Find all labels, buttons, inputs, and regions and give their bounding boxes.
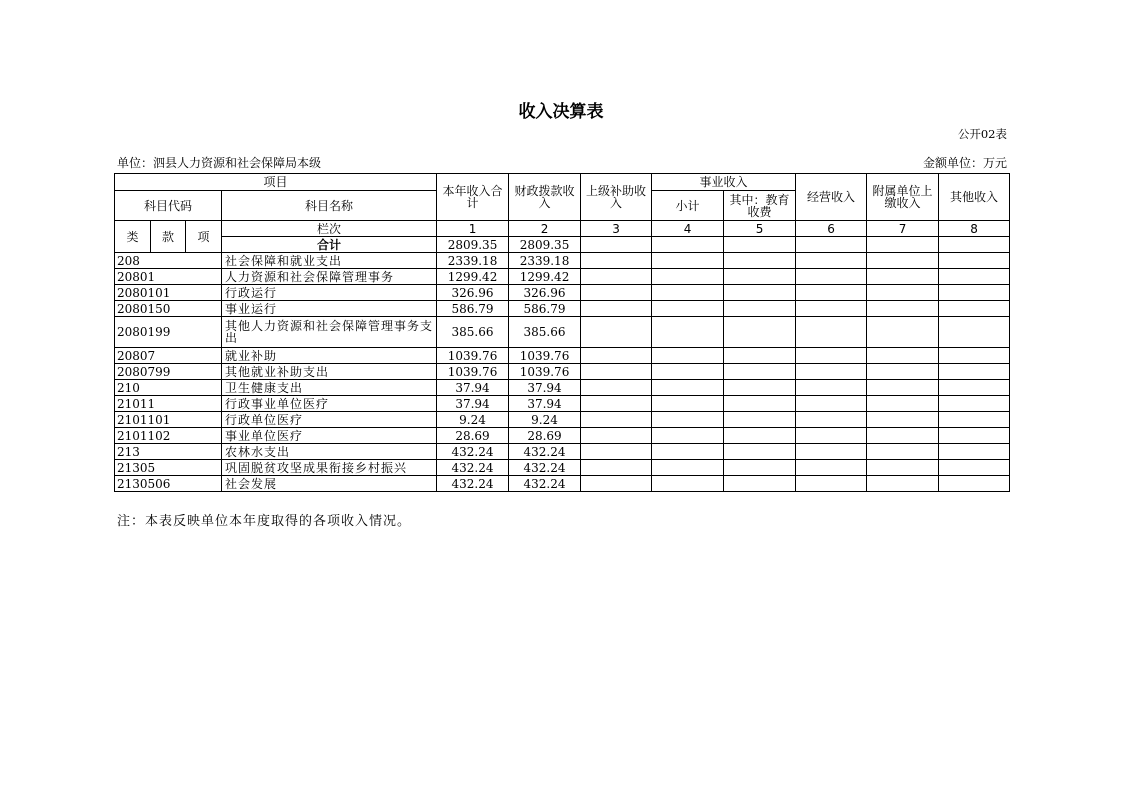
subject-name: 行政运行 (222, 285, 437, 301)
empty-cell (581, 269, 652, 285)
fiscal-appropriation: 9.24 (509, 412, 581, 428)
subject-name: 其他就业补助支出 (222, 364, 437, 380)
empty-cell (724, 348, 796, 364)
empty-cell (724, 237, 796, 253)
page-title: 收入决算表 (518, 102, 604, 122)
table-row (115, 285, 1010, 301)
subject-code: 2130506 (115, 476, 222, 492)
header-xiang: 项 (186, 221, 222, 253)
subject-code: 21011 (115, 396, 222, 412)
empty-cell (652, 428, 724, 444)
income-total: 9.24 (437, 412, 509, 428)
subject-name: 行政单位医疗 (222, 412, 437, 428)
fiscal-appropriation: 37.94 (509, 380, 581, 396)
income-total: 2339.18 (437, 253, 509, 269)
empty-cell (724, 412, 796, 428)
empty-cell (939, 364, 1010, 380)
table-row (115, 301, 1010, 317)
header-lei: 类 (115, 221, 151, 253)
fiscal-appropriation: 385.66 (509, 317, 581, 348)
col-number: 4 (652, 221, 724, 237)
empty-cell (867, 428, 939, 444)
empty-cell (939, 396, 1010, 412)
empty-cell (724, 460, 796, 476)
empty-cell (581, 253, 652, 269)
subject-name: 人力资源和社会保障管理事务 (222, 269, 437, 285)
subject-code: 2101101 (115, 412, 222, 428)
subject-name: 就业补助 (222, 348, 437, 364)
empty-cell (652, 301, 724, 317)
empty-cell (652, 253, 724, 269)
table-row (115, 476, 1010, 492)
subject-code: 20801 (115, 269, 222, 285)
table-row (115, 317, 1010, 348)
subject-name: 事业运行 (222, 301, 437, 317)
subject-code: 2080199 (115, 317, 222, 348)
empty-cell (581, 444, 652, 460)
income-total: 326.96 (437, 285, 509, 301)
empty-cell (652, 444, 724, 460)
empty-cell (724, 301, 796, 317)
empty-cell (867, 269, 939, 285)
empty-cell (796, 428, 867, 444)
empty-cell (867, 285, 939, 301)
empty-cell (796, 253, 867, 269)
table-note: 注：本表反映单位本年度取得的各项收入情况。 (117, 514, 412, 529)
income-total: 432.24 (437, 460, 509, 476)
empty-cell (581, 412, 652, 428)
header-career-edu: 其中：教育收费 (724, 191, 796, 221)
subject-code: 2080150 (115, 301, 222, 317)
empty-cell (796, 396, 867, 412)
fiscal-appropriation: 1299.42 (509, 269, 581, 285)
fiscal-appropriation: 1039.76 (509, 348, 581, 364)
income-table (114, 173, 1010, 492)
header-lanci: 栏次 (222, 221, 437, 237)
fiscal-appropriation: 432.24 (509, 444, 581, 460)
empty-cell (867, 380, 939, 396)
empty-cell (867, 301, 939, 317)
empty-cell (581, 364, 652, 380)
header-career-subtotal: 小计 (652, 191, 724, 221)
empty-cell (939, 460, 1010, 476)
total-row-label: 合计 (222, 237, 437, 253)
subject-name: 事业单位医疗 (222, 428, 437, 444)
table-row (115, 269, 1010, 285)
empty-cell (867, 317, 939, 348)
empty-cell (939, 269, 1010, 285)
empty-cell (652, 348, 724, 364)
empty-cell (796, 301, 867, 317)
reporting-unit: 单位：泗县人力资源和社会保障局本级 (117, 156, 322, 170)
empty-cell (867, 253, 939, 269)
col-number: 3 (581, 221, 652, 237)
empty-cell (652, 269, 724, 285)
subject-code: 2080799 (115, 364, 222, 380)
empty-cell (939, 317, 1010, 348)
empty-cell (796, 285, 867, 301)
subject-name: 社会发展 (222, 476, 437, 492)
form-code: 公开02表 (957, 127, 1007, 141)
total-row-fiscal: 2809.35 (509, 237, 581, 253)
subject-code: 21305 (115, 460, 222, 476)
income-total: 28.69 (437, 428, 509, 444)
income-total: 1299.42 (437, 269, 509, 285)
empty-cell (939, 476, 1010, 492)
empty-cell (867, 476, 939, 492)
table-row (115, 460, 1010, 476)
header-total: 本年收入合计 (437, 174, 509, 221)
col-number: 1 (437, 221, 509, 237)
fiscal-appropriation: 586.79 (509, 301, 581, 317)
empty-cell (652, 317, 724, 348)
empty-cell (939, 253, 1010, 269)
empty-cell (652, 380, 724, 396)
header-business: 经营收入 (796, 174, 867, 221)
empty-cell (939, 301, 1010, 317)
empty-cell (867, 396, 939, 412)
fiscal-appropriation: 432.24 (509, 476, 581, 492)
col-number: 6 (796, 221, 867, 237)
subject-code: 208 (115, 253, 222, 269)
empty-cell (724, 253, 796, 269)
subject-code: 20807 (115, 348, 222, 364)
empty-cell (581, 317, 652, 348)
empty-cell (581, 301, 652, 317)
empty-cell (581, 476, 652, 492)
table-row (115, 348, 1010, 364)
empty-cell (581, 396, 652, 412)
empty-cell (796, 476, 867, 492)
income-total: 432.24 (437, 444, 509, 460)
empty-cell (867, 412, 939, 428)
income-total: 37.94 (437, 380, 509, 396)
empty-cell (652, 285, 724, 301)
empty-cell (581, 380, 652, 396)
subject-name: 巩固脱贫攻坚成果衔接乡村振兴 (222, 460, 437, 476)
empty-cell (939, 348, 1010, 364)
empty-cell (581, 348, 652, 364)
empty-cell (724, 364, 796, 380)
subject-name: 行政事业单位医疗 (222, 396, 437, 412)
empty-cell (724, 285, 796, 301)
empty-cell (867, 364, 939, 380)
empty-cell (724, 396, 796, 412)
header-fiscal: 财政拨款收入 (509, 174, 581, 221)
subject-name: 农林水支出 (222, 444, 437, 460)
subject-name: 社会保障和就业支出 (222, 253, 437, 269)
empty-cell (724, 476, 796, 492)
empty-cell (939, 237, 1010, 253)
empty-cell (652, 364, 724, 380)
subject-name: 其他人力资源和社会保障管理事务支出 (222, 317, 437, 348)
fiscal-appropriation: 326.96 (509, 285, 581, 301)
header-career: 事业收入 (652, 174, 796, 191)
empty-cell (796, 444, 867, 460)
empty-cell (867, 348, 939, 364)
income-total: 385.66 (437, 317, 509, 348)
income-total: 1039.76 (437, 348, 509, 364)
empty-cell (939, 428, 1010, 444)
empty-cell (581, 460, 652, 476)
amount-unit: 金额单位：万元 (922, 156, 1007, 170)
empty-cell (724, 317, 796, 348)
subject-code: 2080101 (115, 285, 222, 301)
header-subject-code: 科目代码 (115, 191, 222, 221)
header-kuan: 款 (151, 221, 186, 253)
empty-cell (796, 380, 867, 396)
empty-cell (581, 285, 652, 301)
empty-cell (939, 412, 1010, 428)
empty-cell (724, 444, 796, 460)
subject-code: 210 (115, 380, 222, 396)
income-total: 586.79 (437, 301, 509, 317)
fiscal-appropriation: 1039.76 (509, 364, 581, 380)
fiscal-appropriation: 28.69 (509, 428, 581, 444)
income-total: 37.94 (437, 396, 509, 412)
empty-cell (724, 380, 796, 396)
income-total: 432.24 (437, 476, 509, 492)
subject-code: 213 (115, 444, 222, 460)
empty-cell (867, 444, 939, 460)
empty-cell (724, 428, 796, 444)
table-row (115, 412, 1010, 428)
header-item: 项目 (115, 174, 437, 191)
empty-cell (724, 269, 796, 285)
empty-cell (652, 396, 724, 412)
empty-cell (867, 460, 939, 476)
table-row (115, 428, 1010, 444)
fiscal-appropriation: 2339.18 (509, 253, 581, 269)
empty-cell (796, 412, 867, 428)
empty-cell (796, 237, 867, 253)
header-other: 其他收入 (939, 174, 1010, 221)
table-row (115, 444, 1010, 460)
subject-code: 2101102 (115, 428, 222, 444)
fiscal-appropriation: 432.24 (509, 460, 581, 476)
header-superior: 上级补助收入 (581, 174, 652, 221)
empty-cell (581, 237, 652, 253)
empty-cell (581, 428, 652, 444)
empty-cell (796, 269, 867, 285)
empty-cell (652, 237, 724, 253)
empty-cell (652, 460, 724, 476)
empty-cell (796, 460, 867, 476)
table-row (115, 396, 1010, 412)
empty-cell (652, 412, 724, 428)
empty-cell (939, 380, 1010, 396)
col-number: 5 (724, 221, 796, 237)
col-number: 8 (939, 221, 1010, 237)
subject-name: 卫生健康支出 (222, 380, 437, 396)
empty-cell (796, 348, 867, 364)
empty-cell (796, 317, 867, 348)
table-row (115, 253, 1010, 269)
col-number: 2 (509, 221, 581, 237)
header-affiliated: 附属单位上缴收入 (867, 174, 939, 221)
empty-cell (867, 237, 939, 253)
empty-cell (652, 476, 724, 492)
empty-cell (796, 364, 867, 380)
empty-cell (939, 444, 1010, 460)
total-row-total: 2809.35 (437, 237, 509, 253)
col-number: 7 (867, 221, 939, 237)
fiscal-appropriation: 37.94 (509, 396, 581, 412)
table-row (115, 380, 1010, 396)
table-row (115, 364, 1010, 380)
empty-cell (939, 285, 1010, 301)
income-total: 1039.76 (437, 364, 509, 380)
header-subject-name: 科目名称 (222, 191, 437, 221)
